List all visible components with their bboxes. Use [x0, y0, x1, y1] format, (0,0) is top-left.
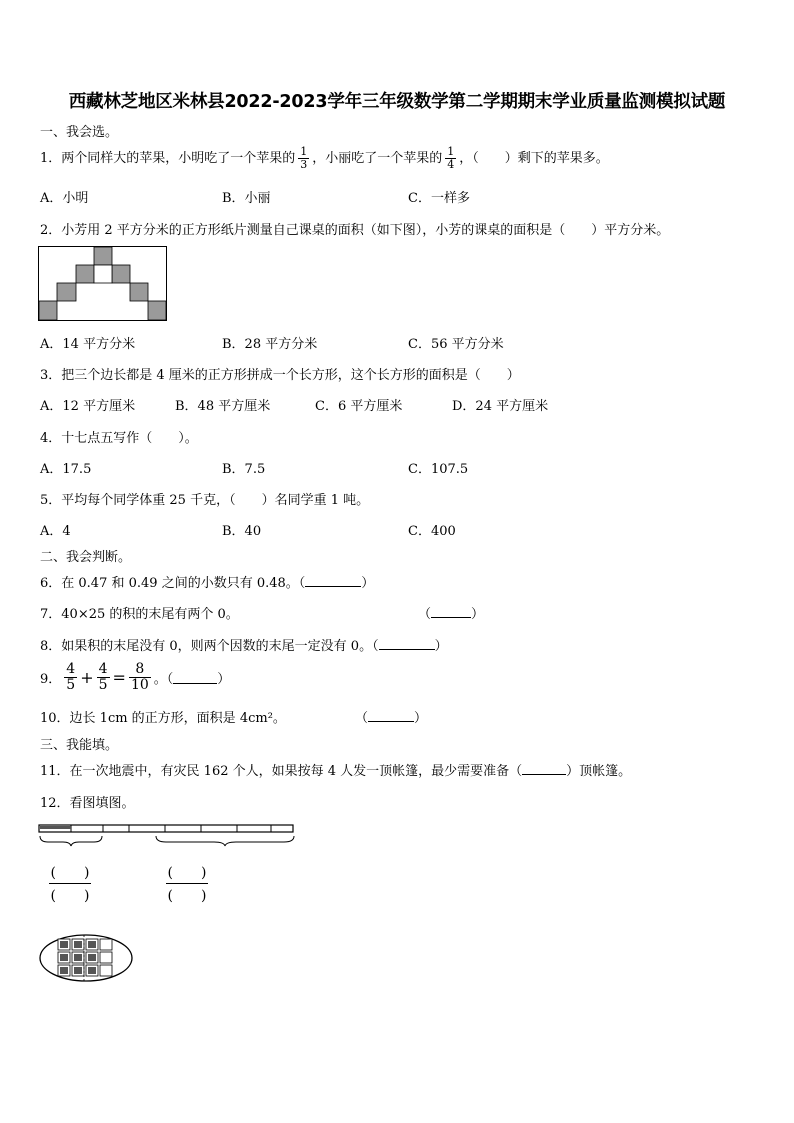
- answer-blank-9[interactable]: [173, 671, 217, 684]
- question-7: 7．40×25 的积的末尾有两个 0。: [40, 607, 239, 622]
- section-heading-3: 三、我能填。: [40, 738, 119, 753]
- q3-option-c[interactable]: C．6 平方厘米: [315, 399, 403, 414]
- question-12: 12．看图填图。: [40, 796, 135, 811]
- answer-blank-10[interactable]: [368, 709, 414, 722]
- question-7-answer: （ ）: [418, 607, 485, 622]
- fraction-blank-2[interactable]: ( ) ( ): [167, 865, 207, 904]
- q1-option-a[interactable]: A．小明: [40, 191, 89, 206]
- question-5: 5．平均每个同学体重 25 千克，（ ）名同学重 1 吨。: [40, 493, 370, 508]
- question-1-text-c: ，（ ）剩下的苹果多。: [459, 151, 609, 166]
- question-6: 6．在 0.47 和 0.49 之间的小数只有 0.48。（ ）: [40, 576, 375, 591]
- fraction-four-fifths-a: $\frac{4}{5}$: [66, 661, 76, 693]
- q3-option-d[interactable]: D．24 平方厘米: [452, 399, 549, 414]
- answer-blank-6[interactable]: [305, 574, 361, 587]
- question-10-answer: （ ）: [355, 711, 428, 726]
- segment-bar-figure: [38, 822, 300, 848]
- question-11: 11．在一次地震中，有灾民 162 个人，如果按每 4 人发一顶帐篷，最少需要准备（ ）顶帐篷。: [40, 764, 632, 779]
- question-10: 10．边长 1cm 的正方形，面积是 4cm²。: [40, 711, 286, 726]
- question-4: 4．十七点五写作（ ）。: [40, 431, 198, 446]
- q3-option-a[interactable]: A．12 平方厘米: [40, 399, 136, 414]
- question-1: [40, 146, 609, 171]
- q2-option-a[interactable]: A．14 平方分米: [40, 337, 136, 352]
- q2-option-c[interactable]: C．56 平方分米: [408, 337, 504, 352]
- question-1-text-a: 1．两个同样大的苹果，小明吃了一个苹果的: [40, 151, 296, 166]
- q5-option-a[interactable]: A．4: [40, 524, 71, 539]
- question-8: 8．如果积的末尾没有 0，则两个因数的末尾一定没有 0。（ ）: [40, 639, 448, 654]
- q4-option-a[interactable]: A．17.5: [40, 462, 92, 477]
- fraction-eight-tenths: $\frac{8}{10}$: [130, 661, 149, 693]
- page-title: 西藏林芝地区米林县2022-2023学年三年级数学第二学期期末学业质量监测模拟试题: [68, 92, 726, 112]
- fraction-blank-1[interactable]: ( ) ( ): [50, 865, 90, 904]
- q4-option-c[interactable]: C．107.5: [408, 462, 469, 477]
- question-9: 9． $\frac{4}{5}$ + $\frac{4}{5}$ = $\frac{8}{10}$ 。（ ）: [40, 661, 231, 693]
- answer-blank-7[interactable]: [431, 605, 471, 618]
- fraction-four-fifths-b: $\frac{4}{5}$: [98, 661, 108, 693]
- q3-option-b[interactable]: B．48 平方厘米: [175, 399, 271, 414]
- q4-option-b[interactable]: B．7.5: [222, 462, 266, 477]
- q5-option-c[interactable]: C．400: [408, 524, 456, 539]
- question-2: 2．小芳用 2 平方分米的正方形纸片测量自己课桌的面积（如下图），小芳的课桌的面积是（ ）平方分米。: [40, 223, 670, 238]
- q1-option-b[interactable]: B．小丽: [222, 191, 271, 206]
- desk-grid-figure: [38, 246, 168, 322]
- answer-blank-8[interactable]: [379, 637, 435, 650]
- question-3: 3．把三个边长都是 4 厘米的正方形拼成一个长方形，这个长方形的面积是（ ）: [40, 368, 520, 383]
- fraction-one-third: $\frac{1}{3}$: [300, 145, 308, 171]
- q1-option-c[interactable]: C．一样多: [408, 191, 470, 206]
- answer-blank-11[interactable]: [522, 762, 566, 775]
- question-1-text-b: ，小丽吃了一个苹果的: [312, 151, 443, 166]
- section-heading-1: 一、我会选。: [40, 125, 119, 140]
- q2-option-b[interactable]: B．28 平方分米: [222, 337, 318, 352]
- section-heading-2: 二、我会判断。: [40, 550, 132, 565]
- shaded-grid-oval-figure: [38, 932, 136, 984]
- fraction-one-quarter: $\frac{1}{4}$: [447, 145, 455, 171]
- q5-option-b[interactable]: B．40: [222, 524, 262, 539]
